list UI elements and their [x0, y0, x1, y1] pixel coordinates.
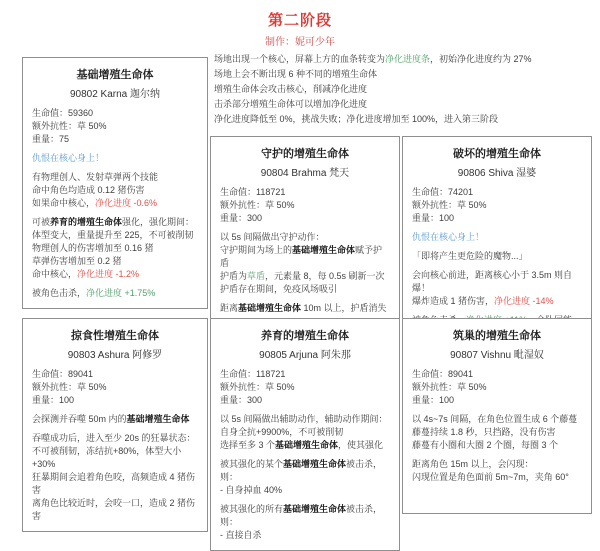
text-segment: - 直接自杀 — [220, 530, 262, 540]
text-line — [220, 529, 390, 542]
text-line — [412, 186, 582, 199]
text-group — [220, 368, 390, 407]
text-segment: 强化，强化期间： — [122, 217, 195, 227]
text-line — [32, 152, 198, 165]
text-segment: 重量：100 — [412, 213, 455, 223]
text-group — [220, 231, 390, 296]
text-line — [32, 242, 198, 255]
text-segment: 吞噬成功后，进入至少 20s 的狂暴状态： — [32, 433, 196, 443]
intro-block — [214, 52, 594, 127]
text-line — [32, 184, 198, 197]
text-line — [32, 229, 198, 242]
text-line — [220, 270, 390, 283]
text-segment: 额外抗性：草 50% — [32, 121, 107, 131]
text-line — [32, 432, 198, 445]
text-line — [32, 368, 198, 381]
text-line — [32, 381, 198, 394]
text-segment: 净化进度 -1.2% — [77, 269, 140, 279]
card-title: 养育的增殖生命体 — [261, 330, 349, 342]
text-segment: 命中角色均造成 0.12 猪伤害 — [32, 185, 145, 195]
text-segment: 击杀部分增殖生命体可以增加净化进度 — [214, 99, 368, 109]
card-title: 守护的增殖生命体 — [261, 148, 349, 160]
text-line — [32, 216, 198, 229]
text-segment: 额外抗性：草 50% — [220, 200, 295, 210]
text-segment: 被角色击杀， — [32, 288, 87, 298]
text-line — [412, 458, 582, 471]
text-line — [220, 439, 390, 452]
text-group — [412, 458, 582, 484]
text-line — [214, 112, 594, 127]
text-line — [412, 199, 582, 212]
text-segment: 如果命中核心， — [32, 198, 96, 208]
page-title: 第二阶段 — [267, 12, 332, 29]
text-segment: 额外抗性：草 50% — [32, 382, 107, 392]
text-segment: 被其强化的所有 — [220, 504, 284, 514]
text-segment: 生命值：89041 — [32, 369, 94, 379]
text-segment: 被击杀，则： — [220, 459, 383, 482]
text-line — [220, 302, 390, 315]
text-line — [412, 413, 582, 426]
text-group — [32, 107, 198, 146]
text-line — [220, 381, 390, 394]
text-segment: 仇恨在核心身上！ — [412, 232, 485, 242]
text-segment: 额外抗性：草 50% — [412, 200, 487, 210]
card-guardian-lifeform — [210, 136, 400, 324]
card-title: 筑巢的增殖生命体 — [453, 330, 541, 342]
text-segment: 体型变大，重量提升至 225，不可被削韧 — [32, 230, 194, 240]
text-line — [412, 381, 582, 394]
text-segment: 命中核心， — [32, 269, 78, 279]
text-segment: 草弹伤害增加至 0.2 猪 — [32, 256, 122, 266]
text-segment: 基础增殖生命体 — [238, 303, 302, 313]
card-subtitle: 90804 Brahma 梵天 — [260, 168, 350, 179]
text-segment: 净化进度条 — [385, 54, 431, 64]
text-segment: 「即将产生更危险的魔物...」 — [412, 251, 528, 261]
text-line — [220, 394, 390, 407]
card-subtitle: 90807 Vishnu 毗湿奴 — [450, 350, 544, 361]
text-segment: 基础增殖生命体 — [283, 504, 347, 514]
text-segment: 闪现位置是角色面前 5m~7m，夹角 60° — [412, 472, 569, 482]
text-segment: - 自身掉血 40% — [220, 485, 283, 495]
text-segment: 净化进度 -14% — [494, 296, 554, 306]
text-segment: 以 5s 间隔做出辅助动作，辅助动作期间： — [220, 414, 388, 424]
text-segment: 仇恨在核心身上！ — [32, 153, 105, 163]
text-line — [214, 67, 594, 82]
text-line — [412, 231, 582, 244]
card-body — [412, 368, 582, 484]
text-line — [412, 426, 582, 439]
text-line — [412, 394, 582, 407]
text-line — [32, 107, 198, 120]
text-line — [32, 445, 198, 471]
text-line — [32, 287, 198, 300]
text-segment: 生命值：118721 — [220, 187, 286, 197]
text-line — [32, 471, 198, 497]
text-line — [412, 269, 582, 295]
card-subtitle: 90805 Arjuna 阿朱那 — [259, 350, 351, 361]
card-title: 基础增殖生命体 — [76, 69, 154, 81]
card-nester-lifeform — [402, 318, 592, 514]
text-line — [220, 484, 390, 497]
text-segment: 生命值：89041 — [412, 369, 474, 379]
text-segment: 藤蔓持续 1.8 秒，只挡路，没有伤害 — [412, 427, 556, 437]
text-segment: 净化进度降低至 0%，挑战失败；净化进度增加至 100%，进入第三阶段 — [214, 114, 499, 124]
text-line — [32, 197, 198, 210]
text-group — [412, 368, 582, 407]
text-group — [32, 287, 198, 300]
card-body — [412, 186, 582, 340]
text-line — [412, 471, 582, 484]
text-segment: ，初始净化进度约为 27% — [430, 54, 532, 64]
text-line — [32, 268, 198, 281]
text-segment: 生命值：59360 — [32, 108, 94, 118]
card-title: 掠食性增殖生命体 — [71, 330, 159, 342]
text-line — [412, 439, 582, 452]
text-segment: 净化进度 -0.6% — [95, 198, 158, 208]
text-segment: 场地出现一个核心，屏幕上方的血条转变为 — [214, 54, 386, 64]
text-segment: 守护期间为场上的 — [220, 245, 293, 255]
text-segment: 被其强化的某个 — [220, 459, 284, 469]
text-segment: 场地上会不断出现 6 种不同的增殖生命体 — [214, 69, 378, 79]
text-group — [220, 302, 390, 315]
text-segment: 10m 以上，护盾消失 — [301, 303, 387, 313]
text-line — [220, 283, 390, 296]
card-title: 破坏的增殖生命体 — [453, 148, 541, 160]
text-segment: 以 4s~7s 间隔，在角色位置生成 6 个藤蔓 — [412, 414, 578, 424]
card-subtitle: 90802 Karna 迦尔纳 — [69, 89, 161, 100]
text-group — [220, 458, 390, 497]
card-subtitle: 90803 Ashura 阿修罗 — [67, 350, 163, 361]
text-segment: 养育的增殖生命体 — [50, 217, 123, 227]
text-segment: 被击杀，则： — [220, 504, 383, 527]
text-segment: 赋予护盾 — [220, 245, 383, 268]
text-line — [412, 212, 582, 225]
text-group — [412, 413, 582, 452]
text-segment: 藤蔓有小圈和大圈 2 个圈，每圈 3 个 — [412, 440, 559, 450]
text-group — [412, 186, 582, 225]
text-segment: 生命值：74201 — [412, 187, 474, 197]
text-line — [32, 171, 198, 184]
text-group — [32, 432, 198, 523]
text-segment: 物理创人的伤害增加至 0.16 猪 — [32, 243, 154, 253]
text-line — [32, 133, 198, 146]
text-segment: 增殖生命体会攻击核心，削减净化进度 — [214, 84, 368, 94]
text-line — [412, 368, 582, 381]
text-segment: 重量：75 — [32, 134, 70, 144]
card-body — [220, 368, 390, 542]
text-line — [214, 52, 594, 67]
card-body — [220, 186, 390, 315]
text-segment: 净化进度 +1.75% — [86, 288, 156, 298]
text-segment: 重量：100 — [32, 395, 75, 405]
text-segment: 不可被削韧，冻结抗+80%，体型大小+30% — [32, 446, 182, 469]
text-segment: 可被 — [32, 217, 51, 227]
text-segment: 护盾为 — [220, 271, 248, 281]
text-line — [32, 394, 198, 407]
text-group — [220, 413, 390, 452]
text-segment: 离角色比较近时，会咬一口，造成 2 猪伤害 — [32, 498, 196, 521]
text-segment: 重量：100 — [412, 395, 455, 405]
text-line — [220, 244, 390, 270]
text-line — [32, 255, 198, 268]
text-group — [32, 413, 198, 426]
text-segment: 距离角色 15m 以上，会闪现： — [412, 459, 534, 469]
text-line — [220, 368, 390, 381]
text-line — [412, 250, 582, 263]
text-segment: 重量：300 — [220, 213, 263, 223]
text-group — [412, 231, 582, 244]
text-segment: ，元素量 8，每 0.5s 刷新一次 — [265, 271, 385, 281]
text-segment: 距离 — [220, 303, 239, 313]
text-segment: 有物理创人、发射草弹两个技能 — [32, 172, 159, 182]
text-line — [32, 120, 198, 133]
text-segment: 基础增殖生命体 — [292, 245, 356, 255]
text-group — [412, 269, 582, 308]
card-body — [32, 368, 198, 523]
text-segment: 额外抗性：草 50% — [412, 382, 487, 392]
text-segment: 爆炸造成 1 猪伤害， — [412, 296, 495, 306]
text-segment: 自身全抗+9900%，不可被削韧 — [220, 427, 344, 437]
text-segment: 会向核心前进，距离核心小于 3.5m 则自爆！ — [412, 270, 573, 293]
text-segment: ，使其强化 — [338, 440, 384, 450]
text-group — [412, 250, 582, 263]
text-segment: 基础增殖生命体 — [126, 414, 190, 424]
text-segment: 护盾存在期间，免疫风场吸引 — [220, 284, 338, 294]
text-line — [214, 82, 594, 97]
text-group — [32, 216, 198, 281]
text-segment: 额外抗性：草 50% — [220, 382, 295, 392]
text-line — [220, 503, 390, 529]
text-line — [412, 295, 582, 308]
text-line — [220, 199, 390, 212]
text-line — [220, 413, 390, 426]
card-predator-lifeform — [22, 318, 208, 532]
text-group — [220, 503, 390, 542]
text-group — [32, 171, 198, 210]
card-body — [32, 107, 198, 300]
text-group — [220, 186, 390, 225]
text-segment: 基础增殖生命体 — [283, 459, 347, 469]
text-segment: 选择至多 3 个 — [220, 440, 276, 450]
text-segment: 狂暴期间会追着角色咬，高频造成 4 猪伤害 — [32, 472, 196, 495]
text-group — [32, 152, 198, 165]
card-basic-lifeform — [22, 57, 208, 309]
text-segment: 草盾 — [247, 271, 266, 281]
text-segment: 以 5s 间隔做出守护动作： — [220, 232, 325, 242]
text-segment: 重量：300 — [220, 395, 263, 405]
text-segment: 生命值：118721 — [220, 369, 286, 379]
text-line — [32, 497, 198, 523]
card-nurturer-lifeform — [210, 318, 400, 551]
text-group — [32, 368, 198, 407]
text-line — [220, 426, 390, 439]
text-segment: 基础增殖生命体 — [275, 440, 339, 450]
text-line — [220, 231, 390, 244]
text-segment: 会探测并吞噬 50m 内的 — [32, 414, 127, 424]
text-line — [220, 212, 390, 225]
page-credit: 制作：妮可少年 — [265, 37, 335, 48]
text-line — [220, 458, 390, 484]
text-line — [220, 186, 390, 199]
card-subtitle: 90806 Shiva 湿婆 — [457, 168, 537, 179]
text-line — [32, 413, 198, 426]
text-line — [214, 97, 594, 112]
